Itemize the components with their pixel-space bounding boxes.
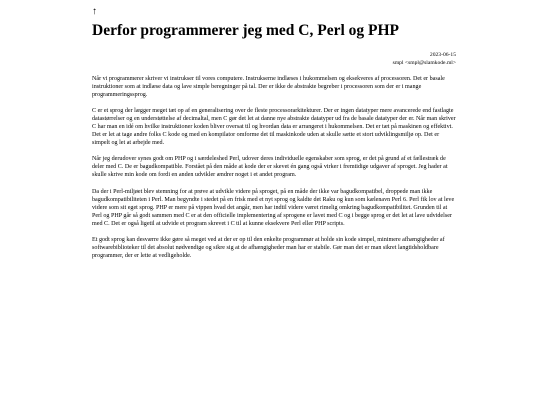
paragraph: C er et sprog der lægger meget tæt op af en generalisering over de fleste processorarkitekturer. Der er ingen datatyper mere avancerede end fastlagte datastørrelser og en understøttelse af decimaltal, men C gør det let at danne nye abstrakte datatyper ud fra de basale datatyper der er. Når man skriver C har man en idé om hvilke instruktioner koden bliver oversat til og hvordan data er arrangeret i hukommelsen. Det er tæt på maskinen og effektivt. Det er let at tage andre folks C kode og med en kompilator omforme det til maskinkode uden at skulle sætte et stort udviklingsmiljø op. Det er simpelt og let at arbejde med. [92, 108, 456, 147]
article-body [92, 75, 456, 268]
article-author: smpl <smpl@slamkode.ml> [392, 59, 456, 66]
article-meta [393, 52, 456, 67]
article-date: 2023-06-15 [429, 52, 456, 58]
paragraph: Et godt sprog kan desværre ikke gøre så meget ved at der er op til den enkelte programmør at holde sin kode simpel, minimere afhængigheder af softwarebiblioteker til det absolut nødvendige og sikre sig at de afhængigheder man har er stabile. Gør man det er man sikret langtidsholdbare programmer, der er lette at vedligeholde. [92, 236, 445, 259]
paragraph: Når vi programmerer skriver vi instrukser til vores computere. Instrukserne indlæses i hukommelsen og eksekveres af processoren. Det er basale instruktioner som at indlæse data og lave simple beregninger på tal. Der er ikke de abstrakte begreber i processoren som der er i mange programmeringssprog. [92, 76, 445, 99]
page-title: Derfor programmerer jeg med C, Perl og PHP [92, 22, 400, 39]
paragraph: Da der i Perl-miljøet blev stemning for at prøve at udvikle videre på sproget, på en måde der ikke var bagudkompatibel, droppede man ikke bagudkompatibiliteten i Perl. Man begyndte i stedet på en frisk med et nyt sprog og kaldte det Raku og kun som kælenavn Perl 6. Perl fik lov at leve videre som sit eget sprog. PHP er mere på vippen hvad det angår, men har indtil videre været rimelig omkring bagudkompatibilitet. Grunden til at Perl og PHP går så godt sammen med C er at den officielle implementering af sprogene er lavet med C og i begge sprog er det let at lave udvidelser med C. Det er også ligetil at udvide et program skrevet i C til at kunne eksekvere Perl eller PHP scripts. [92, 188, 455, 227]
paragraph: Når jeg derudover synes godt om PHP og i særdeleshed Perl, udover deres individuelle egenskaber som sprog, er det på grund af et fællestræk de deler med C. De er bagudkompatible. Forstået på den måde at kode der er skevet én gang også virker i fremtidige udgaver af sproget. Jeg hader at skulle skrive min kode om fordi en anden udvikler ændrer noget i et andet program. [92, 156, 448, 179]
up-arrow-link[interactable]: ↑ [92, 6, 97, 17]
